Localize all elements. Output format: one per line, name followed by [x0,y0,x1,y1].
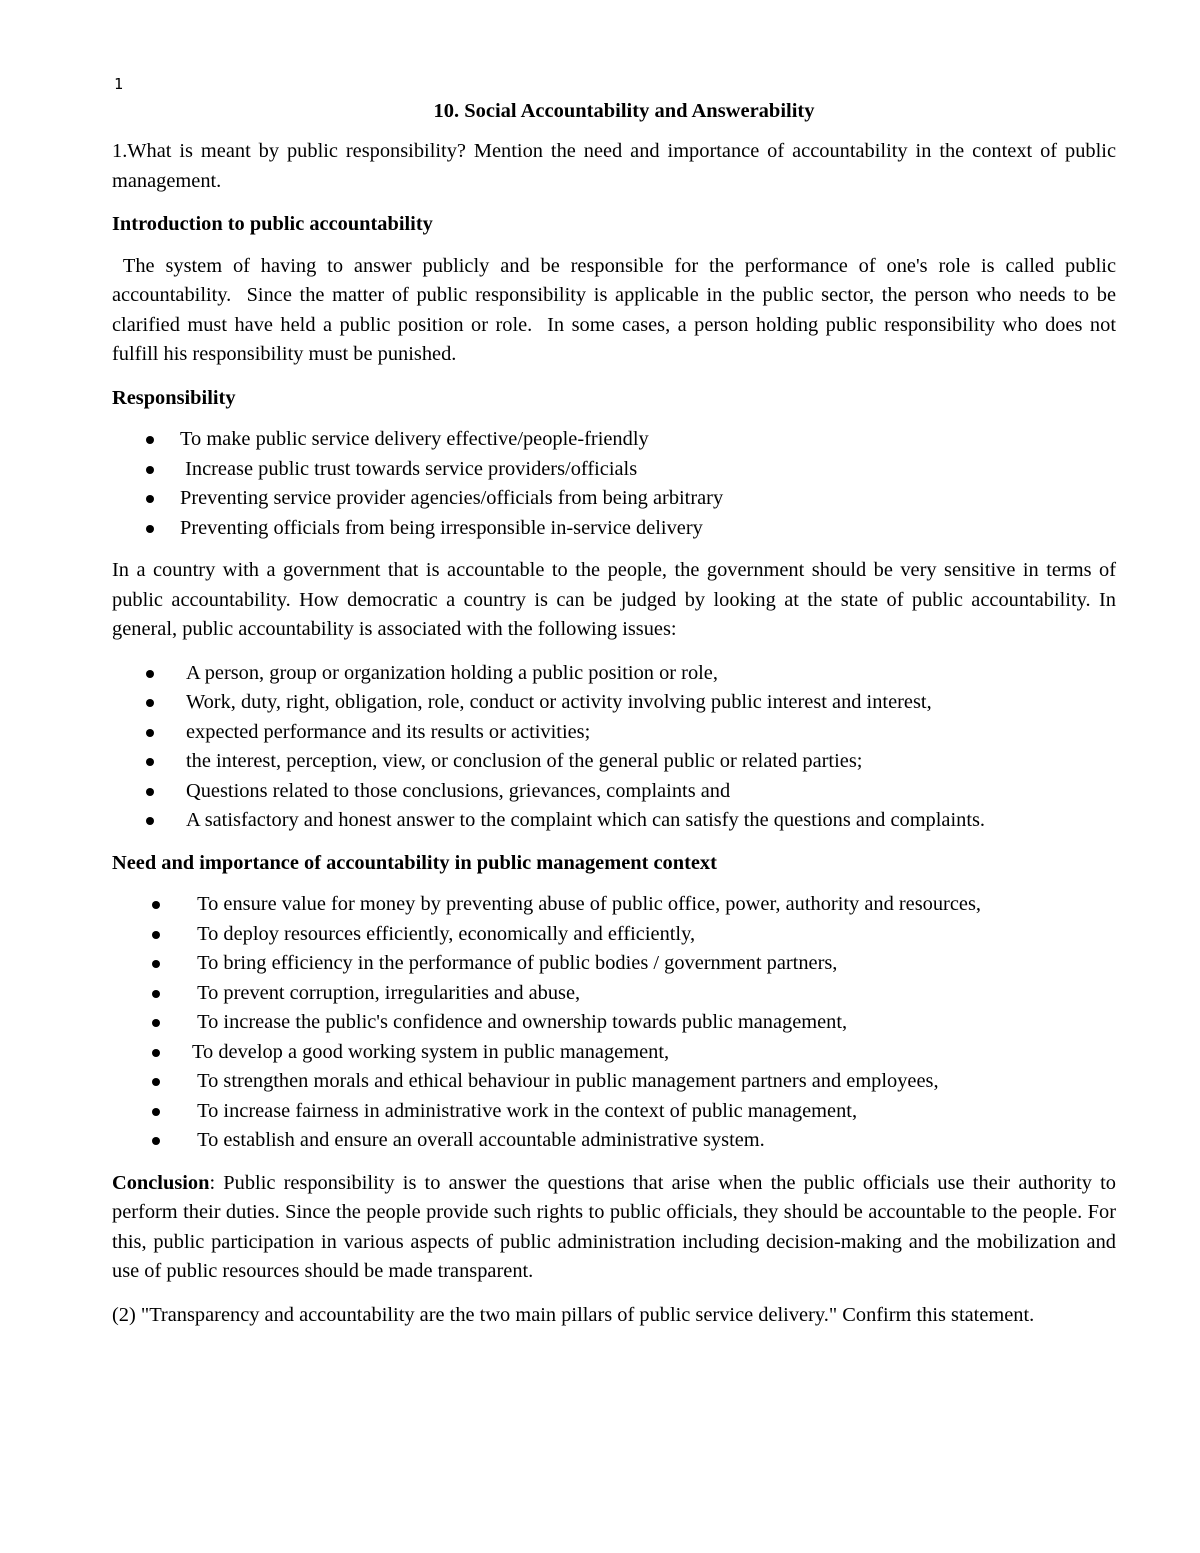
list-item [112,455,1116,485]
bullet-icon [146,670,154,678]
list-item-text: To deploy resources efficiently, economically and efficiently, [192,922,696,945]
question-1: 1.What is meant by public responsibility? Mention the need and importance of accountability in the context of public management. [112,140,1116,192]
list-item-text: Preventing service provider agencies/officials from being arbitrary [180,487,724,509]
bullet-icon [146,495,154,503]
bullet-icon [146,729,154,737]
list-item [112,747,1116,777]
heading-need-importance: Need and importance of accountability in public management context [112,851,717,874]
heading-introduction: Introduction to public accountability [112,213,433,235]
list-item-text: Increase public trust towards service providers/officials [180,457,638,480]
bullet-icon [152,990,160,998]
list-item-text: To strengthen morals and ethical behaviour in public management partners and employees, [192,1070,939,1092]
list-item [112,1097,1116,1127]
list-item-text: A satisfactory and honest answer to the complaint which can satisfy the questions and complaints. [186,809,986,831]
list-item-text: To increase the public's confidence and ownership towards public management, [192,1011,848,1033]
list-item [112,1008,1116,1038]
need-importance-list [112,890,1116,1156]
list-item-text: A person, group or organization holding a public position or role, [186,661,718,684]
list-item-text: To bring efficiency in the performance of public bodies / government partners, [192,952,838,974]
list-item-text: Work, duty, right, obligation, role, conduct or activity involving public interest and interest, [186,691,932,713]
list-item-text: the interest, perception, view, or conclusion of the general public or related parties; [186,750,863,772]
list-item-text: Preventing officials from being irresponsible in-service delivery [180,516,703,539]
list-item [112,806,1116,836]
list-item [112,920,1116,950]
list-item [112,949,1116,979]
bullet-icon [146,525,154,533]
list-item [112,777,1116,807]
document-title: 10. Social Accountability and Answerability [433,100,815,122]
list-item [112,979,1116,1009]
bullet-icon [152,1078,160,1086]
list-item [112,659,1116,689]
list-item [112,1067,1116,1097]
bullet-icon [146,699,154,707]
list-item-text: To prevent corruption, irregularities and abuse, [192,981,581,1004]
country-paragraph: In a country with a government that is accountable to the people, the government should be very sensitive in terms of public accountability. How democratic a country is can be judged by looking at the state of public accountability. In general, public accountability is associated with the following issues: [112,559,1116,640]
list-item-text: To establish and ensure an overall accountable administrative system. [192,1129,765,1151]
conclusion-text: : Public responsibility is to answer the questions that arise when the public officials use their authority to perform their duties. Since the people provide such rights to public officials, they should be accountable to the people. For this, public participation in various aspects of public administration including decision-making and the mobilization and use of public resources should be made transparent. [112,1171,1116,1282]
question-2: (2) "Transparency and accountability are the two main pillars of public service delivery." Confirm this statement. [112,1303,1035,1326]
bullet-icon [152,960,160,968]
bullet-icon [152,931,160,939]
list-item-text: To increase fairness in administrative work in the context of public management, [192,1099,858,1122]
list-item [112,484,1116,514]
responsibility-list [112,425,1116,543]
bullet-icon [152,1019,160,1027]
bullet-icon [152,901,160,909]
list-item [112,514,1116,544]
list-item-text: Questions related to those conclusions, grievances, complaints and [186,779,731,802]
bullet-icon [146,788,154,796]
list-item-text: To make public service delivery effective/people-friendly [180,428,649,450]
page-number: 1 [114,75,124,93]
bullet-icon [152,1108,160,1116]
bullet-icon [146,466,154,474]
issues-list [112,659,1116,836]
conclusion-paragraph [112,1169,1116,1287]
list-item-text: To develop a good working system in public management, [192,1040,670,1063]
bullet-icon [146,758,154,766]
list-item-text: expected performance and its results or activities; [186,720,591,743]
bullet-icon [146,436,154,444]
list-item [112,425,1116,455]
list-item [112,890,1116,920]
bullet-icon [152,1049,160,1057]
document-body [112,97,1122,1344]
heading-responsibility: Responsibility [112,386,236,409]
list-item [112,1126,1116,1156]
bullet-icon [146,817,154,825]
list-item-text: To ensure value for money by preventing abuse of public office, power, authority and resources, [192,893,981,915]
conclusion-label: Conclusion [112,1171,210,1194]
list-item [112,1038,1116,1068]
bullet-icon [152,1137,160,1145]
list-item [112,718,1116,748]
introduction-paragraph: The system of having to answer publicly and be responsible for the performance of one's role is called public accountability. Since the matter of public responsibility is applicable in the public sector, the person who needs to be clarified must have held a public position or role. In some cases, a person holding public responsibility who does not fulfill his responsibility must be punished. [112,254,1122,365]
list-item [112,688,1116,718]
